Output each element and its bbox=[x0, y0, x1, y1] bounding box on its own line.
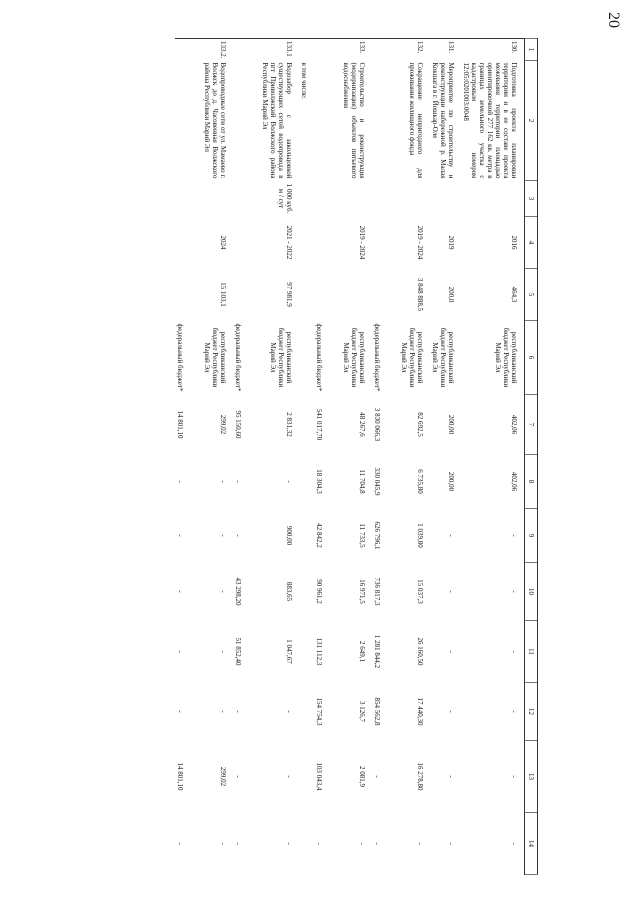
measure-name: Водопроводные сети от ул. Мамаево г. Волжск до д. Часовенная Волжского района Республики Марий Эл bbox=[203, 62, 227, 179]
funding-source: республиканский бюджет Республики Марий Эл bbox=[400, 327, 424, 388]
column-header: 4 bbox=[525, 217, 538, 269]
row-number: 130. bbox=[461, 39, 525, 61]
column-header: 10 bbox=[525, 563, 538, 621]
value-total: 402,06 bbox=[510, 414, 518, 435]
capacity bbox=[430, 181, 461, 217]
period bbox=[233, 217, 260, 269]
period: 2019 - 2024 bbox=[416, 225, 424, 260]
value-2024: 14 801,10 bbox=[176, 762, 184, 791]
funding-source: федеральный бюджет* bbox=[373, 323, 381, 392]
total-cost: 97 981,9 bbox=[285, 282, 293, 307]
value-2020: - bbox=[176, 534, 184, 537]
value-2020: 626 796,1 bbox=[373, 521, 381, 550]
column-header: 3 bbox=[525, 181, 538, 217]
value-total: 14 801,10 bbox=[176, 410, 184, 439]
funding-source: республиканский бюджет Республики Марий Эл bbox=[494, 327, 518, 388]
value-total: 541 017,70 bbox=[315, 408, 323, 441]
column-header: 9 bbox=[525, 509, 538, 563]
measure-name bbox=[372, 61, 399, 181]
value-total: 3 830 066,3 bbox=[373, 407, 381, 442]
table-row bbox=[341, 39, 372, 875]
measure-name: Подготовка проекта планировки территории и в ее составе проекта межевания территории площадью ориентировочной 277 162 кв. метра в границах земельного участка с кадастровым номером 12:05:0201003:0048 bbox=[462, 62, 518, 179]
measure-name: Строительство и реконструкция (модернизация) объектов питьевого водоснабжения bbox=[342, 62, 366, 179]
value-2022: - bbox=[219, 650, 227, 653]
value-2025: - bbox=[234, 842, 242, 845]
value-2019 bbox=[299, 455, 314, 509]
value-total: 48 267,6 bbox=[358, 412, 366, 437]
measure-name bbox=[314, 61, 341, 181]
row-number: 133.1 bbox=[260, 39, 299, 61]
column-header: 1 bbox=[525, 39, 538, 61]
value-2019: - bbox=[234, 480, 242, 483]
value-2019: - bbox=[219, 480, 227, 483]
value-2020 bbox=[299, 509, 314, 563]
row-number bbox=[372, 39, 399, 61]
row-number bbox=[233, 39, 260, 61]
funding-source: республиканский бюджет Республики Марий Эл bbox=[269, 327, 293, 388]
value-2023: - bbox=[447, 710, 455, 713]
total-cost bbox=[233, 269, 260, 321]
measure-name bbox=[233, 61, 260, 181]
column-header: 14 bbox=[525, 813, 538, 875]
value-2023: 3 126,7 bbox=[358, 701, 366, 722]
value-2024: - bbox=[373, 775, 381, 778]
value-2020: 900,00 bbox=[285, 525, 293, 546]
capacity bbox=[202, 181, 233, 217]
table-row bbox=[314, 39, 341, 875]
funding-source: республиканский бюджет Республики Марий Эл bbox=[431, 327, 455, 388]
column-header: 7 bbox=[525, 395, 538, 455]
value-2022: 51 852,40 bbox=[234, 637, 242, 666]
capacity bbox=[314, 181, 341, 217]
value-2021: 883,65 bbox=[285, 581, 293, 602]
value-2021: - bbox=[447, 590, 455, 593]
total-cost: 200,0 bbox=[447, 286, 455, 303]
value-2019: 200,00 bbox=[447, 471, 455, 492]
value-total bbox=[299, 395, 314, 455]
funding-source: республиканский бюджет Республики Марий Эл bbox=[203, 327, 227, 388]
value-2023: 154 754,3 bbox=[315, 697, 323, 726]
value-2025: - bbox=[315, 842, 323, 845]
value-2024: - bbox=[234, 775, 242, 778]
value-2025: - bbox=[219, 842, 227, 845]
value-2025: - bbox=[373, 842, 381, 845]
capacity bbox=[372, 181, 399, 217]
table-row bbox=[461, 39, 525, 875]
row-number: 133.2. bbox=[202, 39, 233, 61]
value-total: 299,02 bbox=[219, 414, 227, 435]
column-header: 12 bbox=[525, 683, 538, 741]
value-2022: - bbox=[176, 650, 184, 653]
value-total: 82 692,5 bbox=[416, 412, 424, 437]
value-total: 95 150,60 bbox=[234, 410, 242, 439]
capacity bbox=[461, 181, 525, 217]
value-2019: 6 735,80 bbox=[416, 469, 424, 494]
table-row bbox=[372, 39, 399, 875]
value-2025: - bbox=[176, 842, 184, 845]
measure-name: Водозабор с закольцовкой существующих сетей водопровода в пгт Приволжский Волжского района Республики Марий Эл bbox=[261, 62, 293, 179]
measure-name: в том числе: bbox=[300, 62, 308, 99]
value-2020: 11 733,5 bbox=[358, 523, 366, 548]
table-row bbox=[175, 39, 202, 875]
period bbox=[175, 217, 202, 269]
value-2021: 43 298,20 bbox=[234, 577, 242, 606]
value-2021: 736 817,3 bbox=[373, 577, 381, 606]
row-number: 133. bbox=[341, 39, 372, 61]
value-2019: 18 304,3 bbox=[315, 469, 323, 494]
table-row bbox=[299, 39, 314, 875]
value-2021: 16 971,5 bbox=[358, 579, 366, 604]
total-cost: 15 103,1 bbox=[219, 282, 227, 307]
total-cost: 464,3 bbox=[510, 286, 518, 303]
page-number: 20 bbox=[605, 12, 622, 28]
value-2022: - bbox=[447, 650, 455, 653]
value-2025: - bbox=[447, 842, 455, 845]
value-total: 200,00 bbox=[447, 414, 455, 435]
column-header: 2 bbox=[525, 61, 538, 181]
period: 2016 bbox=[510, 235, 518, 250]
value-2025: - bbox=[510, 842, 518, 845]
value-2024: 16 278,80 bbox=[416, 762, 424, 791]
value-2019: - bbox=[285, 480, 293, 483]
measure-name: Сокращение непригодного для проживания жилищного фонда bbox=[408, 62, 424, 179]
value-2021: - bbox=[176, 590, 184, 593]
value-2021: 90 961,2 bbox=[315, 579, 323, 604]
table-row bbox=[399, 39, 430, 875]
value-2021: - bbox=[219, 590, 227, 593]
row-number: 132. bbox=[399, 39, 430, 61]
period bbox=[372, 217, 399, 269]
value-2022: 1 047,67 bbox=[285, 639, 293, 664]
program-table bbox=[175, 38, 538, 875]
capacity bbox=[399, 181, 430, 217]
total-cost: 3 848 888,5 bbox=[416, 277, 424, 312]
value-2023: - bbox=[234, 710, 242, 713]
value-2024: 299,02 bbox=[219, 766, 227, 787]
row-number bbox=[314, 39, 341, 61]
value-2022: 26 160,50 bbox=[416, 637, 424, 666]
value-2023: 17 440,30 bbox=[416, 697, 424, 726]
value-2022: - bbox=[510, 650, 518, 653]
table-row bbox=[233, 39, 260, 875]
total-cost bbox=[299, 269, 314, 321]
column-header: 8 bbox=[525, 455, 538, 509]
column-header: 6 bbox=[525, 321, 538, 395]
period: 2021 - 2022 bbox=[285, 225, 293, 260]
measure-name: Мероприятие по строительству и реконструкции набережной р. Малая Кокшага в г. Йошкар-Оле bbox=[431, 62, 455, 179]
funding-source: республиканский бюджет Республики Марий Эл bbox=[342, 327, 366, 388]
value-2019: - bbox=[176, 480, 184, 483]
column-header: 5 bbox=[525, 269, 538, 321]
column-header: 13 bbox=[525, 741, 538, 813]
value-2021: - bbox=[510, 590, 518, 593]
header-row bbox=[525, 39, 538, 875]
value-2019: 11 704,8 bbox=[358, 469, 366, 494]
value-2020: - bbox=[219, 534, 227, 537]
value-2022: 131 112,3 bbox=[315, 637, 323, 666]
capacity: 1 000 куб. м / сут bbox=[277, 183, 293, 214]
total-cost bbox=[372, 269, 399, 321]
value-2024: 103 043,4 bbox=[315, 762, 323, 791]
total-cost bbox=[341, 269, 372, 321]
value-2025: - bbox=[358, 842, 366, 845]
period: 2019 - 2024 bbox=[358, 225, 366, 260]
value-2025 bbox=[299, 813, 314, 875]
value-2019: 402,06 bbox=[510, 471, 518, 492]
value-2023: - bbox=[219, 710, 227, 713]
row-number bbox=[299, 39, 314, 61]
value-2024: - bbox=[510, 775, 518, 778]
row-number: 131. bbox=[430, 39, 461, 61]
value-2023: - bbox=[176, 710, 184, 713]
funding-source: федеральный бюджет* bbox=[234, 323, 242, 392]
table-row bbox=[430, 39, 461, 875]
measure-name bbox=[175, 61, 202, 181]
value-2024: - bbox=[447, 775, 455, 778]
row-number bbox=[175, 39, 202, 61]
value-2020: - bbox=[447, 534, 455, 537]
value-2023: - bbox=[510, 710, 518, 713]
period bbox=[314, 217, 341, 269]
value-2024: 2 081,9 bbox=[358, 766, 366, 787]
funding-source: федеральный бюджет* bbox=[176, 323, 184, 392]
value-2019: 330 045,9 bbox=[373, 467, 381, 496]
capacity bbox=[341, 181, 372, 217]
total-cost bbox=[175, 269, 202, 321]
rotated-table-wrapper bbox=[113, 38, 538, 874]
capacity bbox=[299, 181, 314, 217]
value-2021 bbox=[299, 563, 314, 621]
period: 2019 bbox=[447, 235, 455, 250]
value-2020: - bbox=[510, 534, 518, 537]
value-2023 bbox=[299, 683, 314, 741]
column-header: 11 bbox=[525, 621, 538, 683]
total-cost bbox=[314, 269, 341, 321]
funding-source bbox=[299, 321, 314, 395]
table-row bbox=[202, 39, 233, 875]
value-2024: - bbox=[285, 775, 293, 778]
value-2020: 1 039,80 bbox=[416, 523, 424, 548]
value-2022 bbox=[299, 621, 314, 683]
value-2023: - bbox=[285, 710, 293, 713]
value-2024 bbox=[299, 741, 314, 813]
value-2025: - bbox=[285, 842, 293, 845]
funding-source: федеральный бюджет* bbox=[315, 323, 323, 392]
value-2020: 42 842,2 bbox=[315, 523, 323, 548]
capacity bbox=[233, 181, 260, 217]
capacity bbox=[175, 181, 202, 217]
period bbox=[299, 217, 314, 269]
value-2021: 15 037,3 bbox=[416, 579, 424, 604]
value-2023: 854 562,8 bbox=[373, 697, 381, 726]
value-2022: 1 281 844,2 bbox=[373, 634, 381, 669]
period: 2024 bbox=[219, 235, 227, 250]
value-2020: - bbox=[234, 534, 242, 537]
value-2022: 2 649,1 bbox=[358, 641, 366, 662]
table-row bbox=[260, 39, 299, 875]
value-total: 2 831,32 bbox=[285, 412, 293, 437]
value-2025: - bbox=[416, 842, 424, 845]
